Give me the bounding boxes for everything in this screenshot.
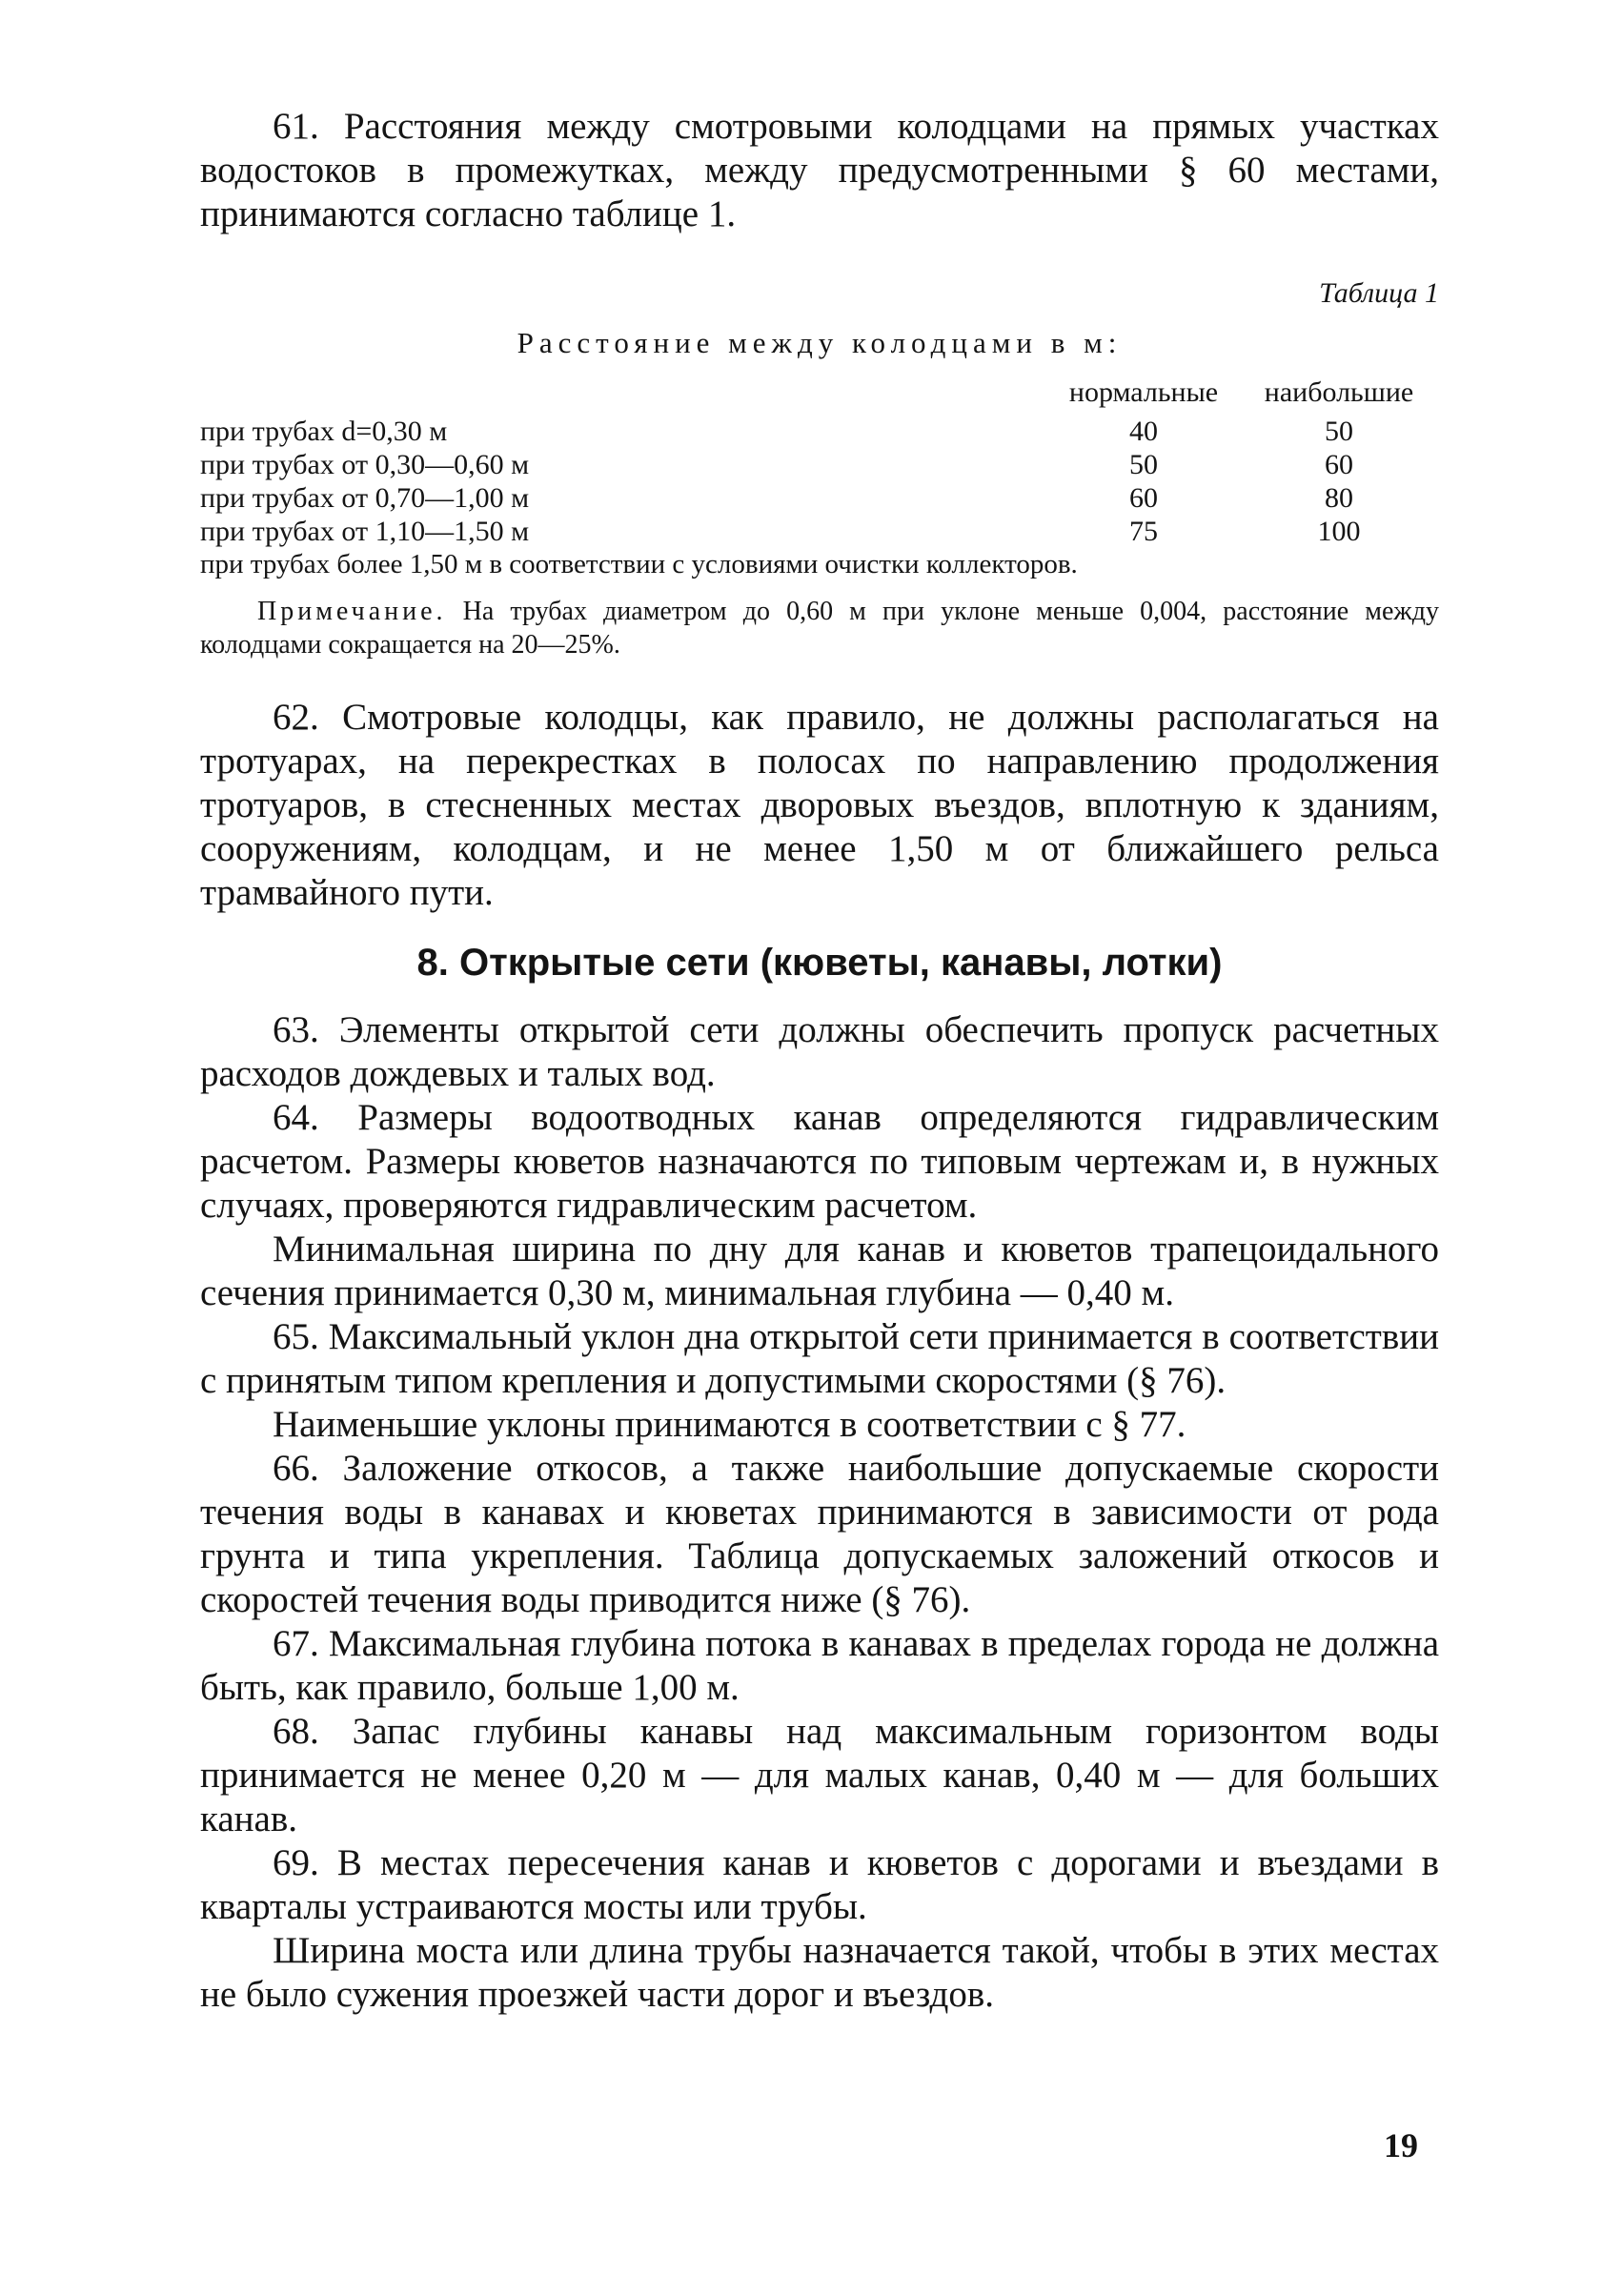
row-label: при трубах от 1,10—1,50 м <box>200 516 530 547</box>
row-label: при трубах от 0,30—0,60 м <box>200 449 530 480</box>
note-text: На трубах диаметром до 0,60 м при уклоне меньше 0,004, расстояние между колодцами сокращается на 20—25%. <box>200 597 1440 660</box>
table-row <box>200 481 1439 515</box>
paragraph-65: 65. Максимальный уклон дна открытой сети принимается в соответствии с принятым типом крепления и допустимыми скоростями (§ 76). <box>200 1316 1439 1401</box>
row-normal: 60 <box>1129 482 1158 514</box>
paragraph-63: 63. Элементы открытой сети должны обеспечить пропуск расчетных расходов дождевых и талых вод. <box>200 1009 1439 1094</box>
table-title: Расстояние между колодцами в м: <box>517 326 1123 359</box>
section-heading: 8. Открытые сети (кюветы, канавы, лотки) <box>416 942 1223 984</box>
row-normal: 50 <box>1129 449 1158 480</box>
paragraph-64-continued: Минимальная ширина по дну для канав и кюветов трапецоидального сечения принимается 0,30 м, минимальная глубина — 0,40 м. <box>200 1229 1439 1313</box>
paragraph-67: 67. Максимальная глубина потока в канавах в пределах города не должна быть, как правило, больше 1,00 м. <box>200 1623 1439 1708</box>
row-max: 80 <box>1325 482 1353 514</box>
table-row <box>200 448 1439 481</box>
row-max: 60 <box>1325 449 1353 480</box>
table-row <box>200 415 1439 448</box>
distance-table <box>200 376 1439 581</box>
paragraph-61: 61. Расстояния между смотровыми колодцами на прямых участках водостоков в промежутках, между предусмотренными § 60 местами, принимаются согласно таблице 1. <box>200 106 1439 234</box>
row-normal: 75 <box>1129 516 1158 547</box>
row-label: при трубах d=0,30 м <box>200 416 448 447</box>
table-caption: Таблица 1 <box>1319 277 1439 309</box>
table-row-last <box>200 548 1439 581</box>
table-header-row <box>200 376 1439 415</box>
row-label: при трубах от 0,70—1,00 м <box>200 482 530 514</box>
paragraph-65-continued: Наименьшие уклоны принимаются в соответствии с § 77. <box>273 1404 1186 1445</box>
paragraph-66: 66. Заложение откосов, а также наибольшие допускаемые скорости течения воды в канавах и кюветах принимаются в зависимости от рода грунта и типа укрепления. Таблица допускаемых заложений откосов и скоростей течения воды приводится ниже (§ 76). <box>200 1448 1439 1620</box>
table-row <box>200 515 1439 548</box>
row-label-last: при трубах более 1,50 м в соответствии с условиями очистки коллекторов. <box>200 549 1078 579</box>
paragraph-68: 68. Запас глубины канавы над максимальным горизонтом воды принимается не менее 0,20 м — для малых канав, 0,40 м — для больших канав. <box>200 1711 1439 1839</box>
table-note <box>200 595 1439 661</box>
document-page <box>200 105 1439 2017</box>
paragraph-62: 62. Смотровые колодцы, как правило, не должны располагаться на тротуарах, на перекрестках в полосах по направлению продолжения тротуаров, в стесненных местах дворовых въездов, вплотную к зданиям, сооружениям, колодцам, и не менее 1,50 м от ближайшего рельса трамвайного пути. <box>200 697 1439 913</box>
note-lead: Примечание. <box>257 597 447 626</box>
row-max: 100 <box>1317 516 1361 547</box>
header-normal: нормальные <box>1068 376 1219 408</box>
header-max: наибольшие <box>1264 376 1414 408</box>
paragraph-64: 64. Размеры водоотводных канав определяются гидравлическим расчетом. Размеры кюветов назначаются по типовым чертежам и, в нужных случаях, проверяются гидравлическим расчетом. <box>200 1097 1439 1226</box>
row-max: 50 <box>1325 416 1353 447</box>
paragraph-69: 69. В местах пересечения канав и кюветов с дорогами и въездами в кварталы устраиваются мосты или трубы. <box>200 1842 1439 1927</box>
page-number: 19 <box>1384 2126 1418 2164</box>
row-normal: 40 <box>1129 416 1158 447</box>
paragraph-69-continued: Ширина моста или длина трубы назначается такой, чтобы в этих местах не было сужения проезжей части дорог и въездов. <box>200 1930 1439 2015</box>
